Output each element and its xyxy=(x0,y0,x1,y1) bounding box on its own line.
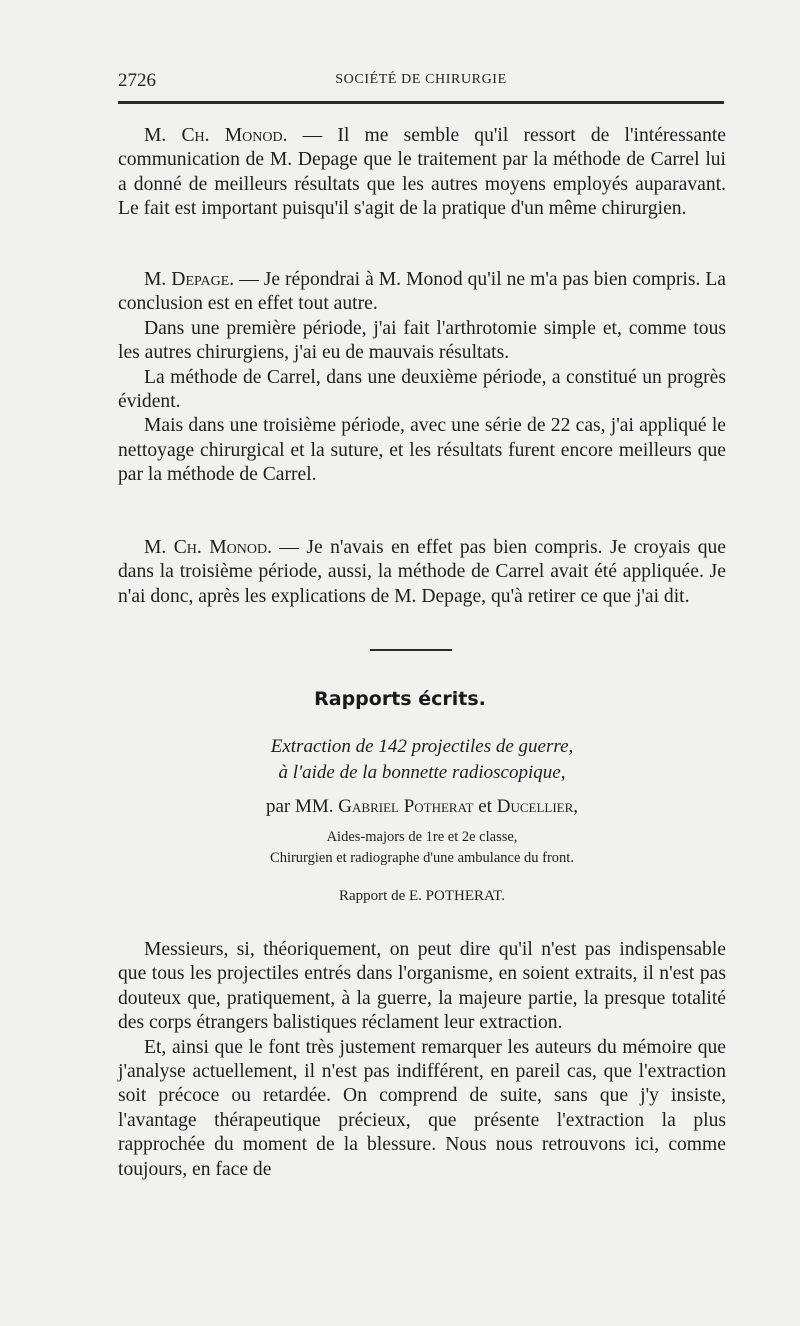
discussion-block-1 xyxy=(118,124,726,222)
paragraph-second-period: La méthode de Carrel, dans une deuxième période, a constitué un progrès évident. xyxy=(118,366,726,413)
paragraph-monod-2 xyxy=(118,536,726,609)
running-title: SOCIÉTÉ DE CHIRURGIE xyxy=(335,72,507,87)
header-rule xyxy=(118,101,724,104)
paragraph-first-period: Dans une première période, j'ai fait l'arthrotomie simple et, comme tous les autres chirurgiens, j'ai eu de mauvais résultats. xyxy=(118,317,726,364)
speaker-name: M. Ch. Monod. xyxy=(144,125,288,146)
paragraph-text: — Je n'avais en effet pas bien compris. Je croyais que dans la troisième période, aussi, la méthode de Carrel avait été appliquée. Je n'ai donc, après les explications de M. Depage, qu'à retirer ce que j'ai dit. xyxy=(118,537,726,607)
discussion-block-3 xyxy=(118,536,726,609)
speaker-name: M. Ch. Monod. xyxy=(144,537,272,558)
report-attribution: Rapport de E. POTHERAT. xyxy=(339,888,505,904)
report-body xyxy=(118,938,726,1182)
article-title xyxy=(118,734,726,786)
section-title: Rapports écrits. xyxy=(314,688,486,710)
affiliation-line-1: Aides-majors de 1re et 2e classe, xyxy=(326,829,518,845)
paragraph-depage xyxy=(118,268,726,317)
paragraph-text: — Je répondrai à M. Monod qu'il ne m'a pas bien compris. La conclusion est en effet tout autre. xyxy=(118,269,726,315)
author-1: Gabriel Potherat xyxy=(338,796,474,817)
discussion-block-2 xyxy=(118,268,726,488)
speaker-name: M. Depage. xyxy=(144,269,235,290)
authors-conjunction: et xyxy=(473,796,497,817)
article-title-line-2: à l'aide de la bonnette radioscopique, xyxy=(278,762,566,783)
page-header xyxy=(118,70,724,92)
paragraph-monod-1 xyxy=(118,124,726,222)
section-divider xyxy=(370,649,452,651)
paragraph-text: — Il me semble qu'il ressort de l'intéressante communication de M. Depage que le traitement par la méthode de Carrel lui a donné de meilleurs résultats que les autres moyens employés auparavant. Le fait est important puisqu'il s'agit de la pratique d'un même chirurgien. xyxy=(118,125,727,220)
author-2: Ducellier, xyxy=(496,796,579,817)
affiliation-line-2: Chirurgien et radiographe d'une ambulance du front. xyxy=(270,850,574,866)
page-number: 2726 xyxy=(118,70,156,91)
article-authors xyxy=(118,796,726,818)
author-affiliation xyxy=(118,827,726,869)
authors-prefix: par MM. xyxy=(265,796,339,817)
paragraph-third-period: Mais dans une troisième période, avec une série de 22 cas, j'ai appliqué le nettoyage chirurgical et la suture, et les résultats furent encore meilleurs que par la méthode de Carrel. xyxy=(118,415,726,486)
report-paragraph-2: Et, ainsi que le font très justement remarquer les auteurs du mémoire que j'analyse actuellement, il n'est pas indifférent, en pareil cas, que l'extraction soit précoce ou retardée. On comprend de suite, sans que j'y insiste, l'avantage thérapeutique précieux, que présente l'extraction la plus rapprochée du moment de la blessure. Nous nous retrouvons ici, comme toujours, en face de xyxy=(118,1036,726,1180)
article-title-line-1: Extraction de 142 projectiles de guerre, xyxy=(270,736,574,757)
report-paragraph-1: Messieurs, si, théoriquement, on peut dire qu'il n'est pas indispensable que tous les projectiles entrés dans l'organisme, en soient extraits, il n'est pas douteux que, pratiquement, à la guerre, la majeure partie, la presque totalité des corps étrangers balistiques réclament leur extraction. xyxy=(118,939,726,1034)
